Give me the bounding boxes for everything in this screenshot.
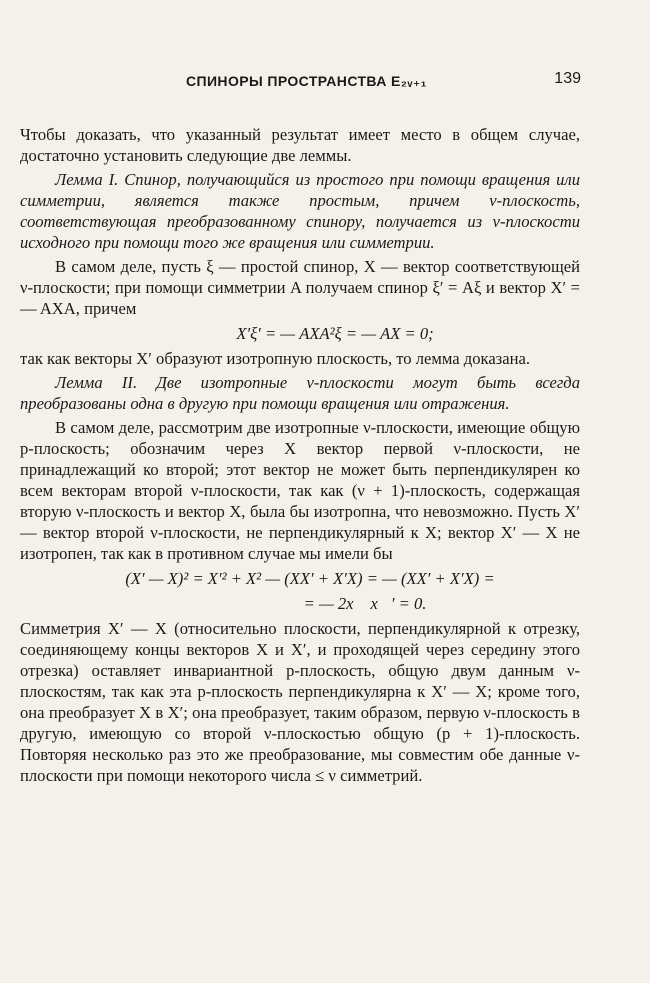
page-header bbox=[186, 70, 581, 92]
lemma-2: Лемма II. Две изотропные ν-плоскости могут быть всегда преобразованы одна в другую при помощи вращения или отражения. bbox=[20, 373, 580, 413]
equation-1: X′ξ′ = — AXA²ξ = — AX = 0; bbox=[236, 324, 434, 343]
lemma-1: Лемма I. Спинор, получающийся из простого при помощи вращения или симметрии, является также простым, причем ν-плоскость, соответствующая преобразованному спинору, получается из ν-плоскости исходного при помощи того же вращения или симметрии. bbox=[20, 170, 580, 252]
proof-1-conclusion: так как векторы X′ образуют изотропную плоскость, то лемма доказана. bbox=[20, 349, 530, 368]
equation-2: (X′ — X)² = X′² + X² — (XX′ + X′X) = — (XX′ + X′X) = bbox=[125, 569, 495, 588]
equation-3: = — 2x⃗ x⃗′ = 0. bbox=[303, 594, 427, 613]
proof-2-continued: Симметрия X′ — X (относительно плоскости, перпендикулярной к отрезку, соединяющему концы векторов X и X′, и проходящей через середину этого отрезка) оставляет инвариантной p-плоскость, общую двум данным ν-плоскостям, так как эта p-плоскость перпендикулярна к X′ — X; кроме того, она преобразует X в X′; она преобразует, таким образом, первую ν-плоскость в другую, имеющую со второй ν-плоскостью общую (p + 1)-плоскость. Повторяя несколько раз это же преобразование, мы совместим обе данные ν-плоскости при помощи некоторого числа ≤ ν симметрий. bbox=[20, 619, 580, 785]
proof-2: В самом деле, рассмотрим две изотропные ν-плоскости, имеющие общую p-плоскость; обозначим через X вектор первой ν-плоскости, не принадлежащий ко второй; этот вектор не может быть перпендикулярен ко всем векторам второй ν-плоскости, так как (ν + 1)-плоскость, содержащая вторую ν-плоскость и вектор X, была бы изотропна, что невозможно. Пусть X′ — вектор второй ν-плоскости, не перпендикулярный к X; вектор X′ — X не изотропен, так как в противном случае мы имели бы bbox=[20, 418, 580, 563]
proof-1: В самом деле, пусть ξ — простой спинор, X — вектор соответствующей ν-плоскости; при помощи симметрии A получаем спинор ξ′ = Aξ и вектор X′ = — AXA, причем bbox=[20, 257, 580, 318]
page-number: 139 bbox=[554, 70, 581, 87]
page-body bbox=[20, 124, 580, 786]
running-title: СПИНОРЫ ПРОСТРАНСТВА E₂ᵥ₊₁ bbox=[186, 73, 427, 89]
paragraph-intro: Чтобы доказать, что указанный результат имеет место в общем случае, достаточно установить следующие две леммы. bbox=[20, 125, 580, 165]
